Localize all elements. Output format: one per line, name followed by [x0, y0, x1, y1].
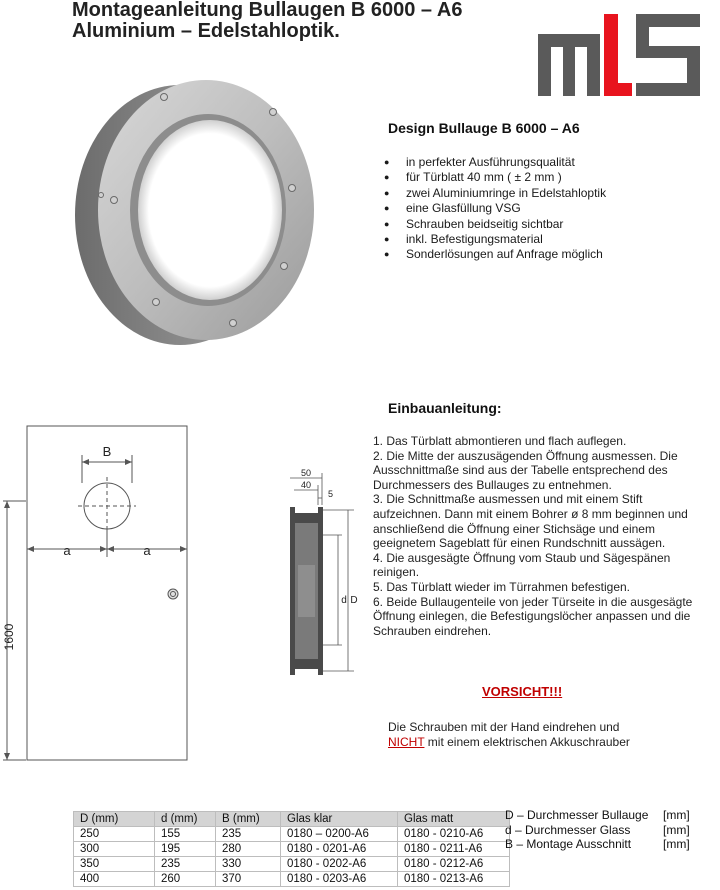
table-cell: 0180 - 0213-A6 [398, 872, 510, 887]
table-cell: 0180 - 0210-A6 [398, 827, 510, 842]
legend-unit: [mm] [663, 822, 690, 837]
title-line-1: Montageanleitung Bullaugen B 6000 – A6 [72, 0, 463, 21]
table-cell: 260 [155, 872, 216, 887]
column-header: Glas matt [398, 812, 510, 827]
step-item: 6. Beide Bullaugenteile von jeder Türseite in die ausgesägte Öffnung einlegen, die Befestigungslöcher anpassen und die Schrauben eindrehen. [373, 594, 693, 638]
label-d-large: D [350, 595, 358, 606]
profile-drawing [262, 465, 372, 680]
installation-title: Einbauanleitung: [388, 400, 502, 416]
step-item: 2. Die Mitte der auszusägenden Öffnung ausmessen. Die Ausschnittmaße sind aus der Tabelle entsprechend des Durchmessers des Bullauges zu entnehmen. [373, 448, 678, 492]
dim-40: 40 [300, 480, 312, 490]
table-cell: 0180 – 0200-A6 [281, 827, 398, 842]
warning-line-2-rest: mit einem elektrischen Akkuschrauber [424, 735, 630, 749]
installation-steps [373, 434, 713, 638]
table-cell: 235 [216, 827, 281, 842]
legend-row [505, 808, 690, 823]
warning-line-1: Die Schrauben mit der Hand eindrehen und [388, 720, 620, 734]
label-height: 1600 [2, 623, 16, 651]
legend-row [505, 823, 690, 838]
step-item: 4. Die ausgesägte Öffnung vom Staub und Sägespänen reinigen. [373, 550, 671, 580]
porthole-image [68, 70, 318, 355]
feature-list [372, 155, 606, 263]
step-item: 3. Die Schnittmaße ausmessen und mit einem Stift aufzeichnen. Dann mit einem Bohrer ø 8 mm beginnen und anschließend die Öffnung einer Stichsäge und einem geeignetem Sageblatt für einen Rundschnitt aussägen. [373, 492, 688, 551]
step-item: 1. Das Türblatt abmontieren und flach auflegen. [373, 434, 627, 448]
page-title [72, 0, 462, 42]
dim-50: 50 [300, 468, 312, 478]
step-item: 5. Das Türblatt wieder im Türrahmen befestigen. [373, 579, 631, 594]
list-item: ● eine Glasfüllung VSG [372, 201, 606, 216]
list-item: ● Schrauben beidseitig sichtbar [372, 217, 606, 232]
table-cell: 235 [155, 857, 216, 872]
table-row [74, 872, 510, 887]
legend-label: d – Durchmesser Glass [505, 822, 631, 837]
door-outline [27, 426, 187, 760]
list-item: ● Sonderlösungen auf Anfrage möglich [372, 247, 606, 262]
spec-table [73, 811, 510, 887]
table-header-row [74, 812, 510, 827]
column-header: D (mm) [74, 812, 155, 827]
table-cell: 350 [74, 857, 155, 872]
warning-heading: VORSICHT!!! [482, 684, 563, 699]
table-cell: 250 [74, 827, 155, 842]
legend-unit: [mm] [663, 808, 690, 822]
title-line-2: Aluminium – Edelstahloptik. [72, 20, 340, 42]
dim-5: 5 [328, 489, 334, 499]
table-cell: 0180 - 0203-A6 [281, 872, 398, 887]
column-header: d (mm) [155, 812, 216, 827]
list-item: ● in perfekter Ausführungsqualität [372, 155, 606, 170]
list-item: ● für Türblatt 40 mm ( ± 2 mm ) [372, 170, 606, 185]
list-item: ● inkl. Befestigungsmaterial [372, 232, 606, 247]
table-cell: 0180 - 0202-A6 [281, 857, 398, 872]
label-a-left: a [63, 543, 71, 558]
product-title: Design Bullauge B 6000 – A6 [388, 120, 580, 136]
table-row [74, 857, 510, 872]
table-row [74, 842, 510, 857]
table-cell: 330 [216, 857, 281, 872]
warning-line-2 [388, 735, 630, 750]
door-drawing [0, 425, 200, 770]
table-cell: 195 [155, 842, 216, 857]
table-row [74, 827, 510, 842]
legend-label: B – Montage Ausschnitt [505, 837, 632, 852]
legend-row [505, 837, 690, 852]
table-cell: 0180 - 0201-A6 [281, 842, 398, 857]
table-cell: 370 [216, 872, 281, 887]
table-cell: 0180 - 0211-A6 [398, 842, 510, 857]
list-item: ● zwei Aluminiumringe in Edelstahloptik [372, 186, 606, 201]
table-cell: 280 [216, 842, 281, 857]
warning-not: NICHT [388, 735, 425, 749]
label-a-right: a [143, 543, 151, 558]
label-d-small: d [341, 595, 347, 606]
label-b: B [102, 444, 112, 459]
table-cell: 0180 - 0212-A6 [398, 857, 510, 872]
legend-label: D – Durchmesser Bullauge [505, 808, 649, 822]
dimension-legend [505, 808, 690, 852]
column-header: Glas klar [281, 812, 398, 827]
column-header: B (mm) [216, 812, 281, 827]
mls-logo [536, 12, 702, 100]
table-cell: 400 [74, 872, 155, 887]
legend-unit: [mm] [663, 837, 690, 852]
warning-text [388, 720, 630, 750]
table-cell: 155 [155, 827, 216, 842]
door-handle [168, 589, 178, 599]
table-cell: 300 [74, 842, 155, 857]
